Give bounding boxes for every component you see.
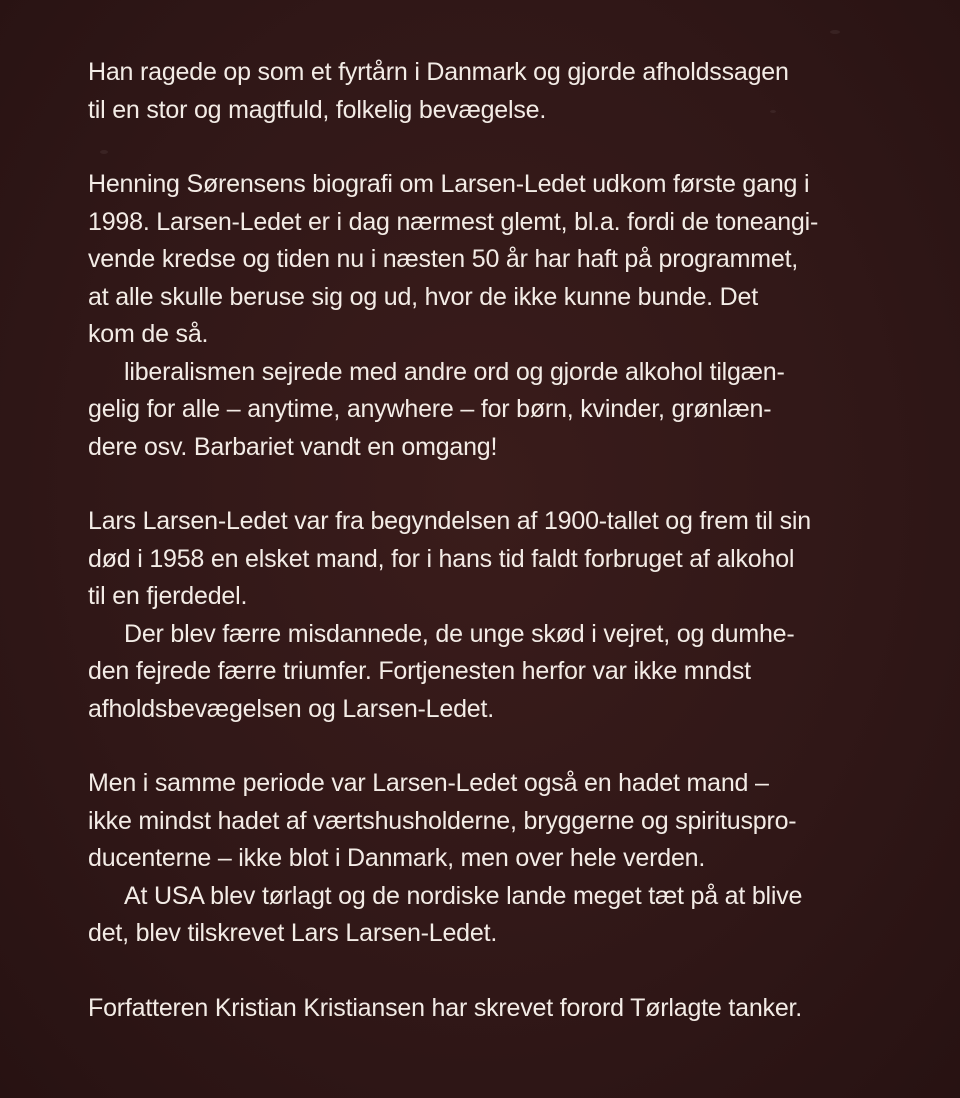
text-line: den fejrede færre triumfer. Fortjenesten herfor var ikke mndst	[88, 657, 751, 685]
text-line: at alle skulle beruse sig og ud, hvor de ikke kunne bunde. Det	[88, 282, 758, 311]
paragraph-liberalism-continued	[88, 391, 908, 466]
text-line: til en fjerdedel.	[88, 582, 248, 610]
text-line: At USA blev tørlagt og de nordiske lande meget tæt på at blive	[124, 881, 803, 910]
paragraph-fewer-deformed	[88, 616, 908, 654]
paragraph-liberalism	[88, 354, 908, 392]
blurb-text	[88, 54, 908, 1027]
text-line: ducenterne – ikke blot i Danmark, men over hele verden.	[88, 844, 706, 872]
text-line: Men i samme periode var Larsen-Ledet også en hadet mand –	[88, 769, 769, 797]
text-line: gelig for alle – anytime, anywhere – for børn, kvinder, grønlæn-	[88, 395, 772, 423]
paragraph-fewer-deformed-continued	[88, 653, 908, 728]
text-line: det, blev tilskrevet Lars Larsen-Ledet.	[88, 919, 498, 947]
paragraph-usa	[88, 878, 908, 916]
paragraph-biography	[88, 166, 908, 354]
paragraph-hated	[88, 765, 908, 878]
text-line: Lars Larsen-Ledet var fra begyndelsen af 1900-tallet og frem til sin	[88, 507, 811, 535]
paragraph-intro	[88, 54, 908, 129]
paragraph-foreword	[88, 990, 908, 1028]
text-line: liberalismen sejrede med andre ord og gjorde alkohol tilgæn-	[124, 357, 785, 386]
paragraph-spacer	[88, 466, 908, 503]
text-line: til en stor og magtfuld, folkelig bevægelse.	[88, 95, 547, 124]
text-line: 1998. Larsen-Ledet er i dag nærmest glemt, bl.a. fordi de toneangi-	[88, 207, 819, 236]
paper-scuff	[830, 30, 840, 34]
paragraph-beloved	[88, 503, 908, 616]
text-line: dere osv. Barbariet vandt en omgang!	[88, 432, 498, 461]
text-line: ikke mindst hadet af værtshusholderne, bryggerne og spirituspro-	[88, 806, 797, 835]
text-line: død i 1958 en elsket mand, for i hans tid faldt forbruget af alkohol	[88, 544, 795, 573]
text-line: Forfatteren Kristian Kristiansen har skrevet forord Tørlagte tanker.	[88, 993, 803, 1022]
text-line: Han ragede op som et fyrtårn i Danmark og gjorde afholdssagen	[88, 58, 789, 86]
paragraph-usa-continued	[88, 915, 908, 953]
text-line: Der blev færre misdannede, de unge skød i vejret, og dumhe-	[124, 619, 795, 648]
paragraph-spacer	[88, 129, 908, 166]
text-line: Henning Sørensens biografi om Larsen-Ledet udkom første gang i	[88, 170, 810, 198]
paragraph-spacer	[88, 953, 908, 990]
paragraph-spacer	[88, 728, 908, 765]
text-line: vende kredse og tiden nu i næsten 50 år har haft på programmet,	[88, 245, 799, 273]
text-line: kom de så.	[88, 320, 209, 348]
text-line: afholdsbevægelsen og Larsen-Ledet.	[88, 694, 494, 723]
